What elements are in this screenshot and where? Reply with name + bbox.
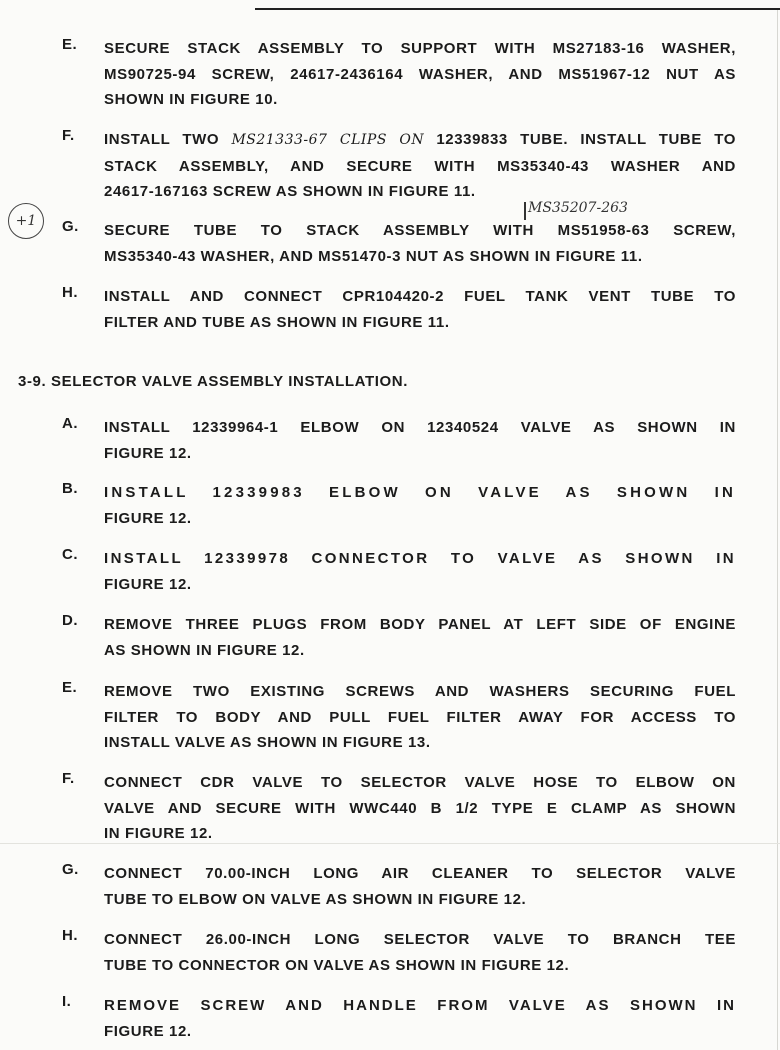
step-letter: H. [62, 284, 78, 301]
step-text [104, 480, 736, 531]
step-letter: F. [62, 127, 75, 144]
handwritten-insert: MS21333-67 CLIPS ON [231, 132, 425, 148]
step-text [104, 927, 736, 978]
step-line: FIGURE 12. [104, 575, 192, 593]
step-line: STACK ASSEMBLY, AND SECURE WITH MS35340-43 WASHER AND [104, 157, 736, 175]
step-text [104, 770, 736, 847]
section-heading [18, 373, 408, 390]
step-line: SHOWN IN FIGURE 10. [104, 91, 278, 108]
step-text [104, 415, 736, 466]
step-line: INSTALL 12339964-1 ELBOW ON 12340524 VALVE AS SHOWN IN [104, 419, 736, 436]
step-line: MS35340-43 WASHER, AND MS51470-3 NUT AS SHOWN IN FIGURE 11. [104, 247, 643, 265]
step-text [104, 218, 736, 269]
step-line: TUBE TO ELBOW ON VALVE AS SHOWN IN FIGURE 12. [104, 890, 527, 908]
step-line: INSTALL 12339978 CONNECTOR TO VALVE AS SHOWN IN [104, 550, 736, 567]
step-line: FIGURE 12. [104, 444, 192, 462]
revision-circle-mark: +1 [8, 203, 44, 239]
step-letter: G. [62, 861, 79, 878]
step-line: REMOVE TWO EXISTING SCREWS AND WASHERS SECURING FUEL [104, 683, 736, 700]
section-number: 3-9. [18, 373, 47, 390]
step-line: MS90725-94 SCREW, 24617-2436164 WASHER, AND MS51967-12 NUT AS [104, 65, 736, 83]
section-title: SELECTOR VALVE ASSEMBLY INSTALLATION. [51, 373, 408, 390]
step-line: INSTALL VALVE AS SHOWN IN FIGURE 13. [104, 734, 431, 751]
step-line-part: INSTALL TWO [104, 131, 220, 148]
handwritten-text: MS35207-263 [528, 200, 628, 216]
step-line: FIGURE 12. [104, 509, 192, 527]
step-line: VALVE AND SECURE WITH WWC440 B 1/2 TYPE E CLAMP AS SHOWN [104, 799, 736, 817]
step-line: REMOVE SCREW AND HANDLE FROM VALVE AS SHOWN IN [104, 997, 736, 1014]
step-line: IN FIGURE 12. [104, 825, 213, 842]
step-text [104, 127, 736, 205]
step-letter: A. [62, 415, 78, 432]
step-text [104, 861, 736, 912]
handwritten-part-number [528, 200, 628, 216]
step-letter: D. [62, 612, 78, 629]
top-rule [255, 8, 780, 10]
step-letter: G. [62, 218, 79, 235]
step-line: CONNECT CDR VALVE TO SELECTOR VALVE HOSE TO ELBOW ON [104, 774, 736, 791]
step-text [104, 993, 736, 1044]
step-text [104, 36, 736, 113]
step-text [104, 679, 736, 756]
step-line: SECURE STACK ASSEMBLY TO SUPPORT WITH MS27183-16 WASHER, [104, 40, 736, 57]
step-line: INSTALL AND CONNECT CPR104420-2 FUEL TANK VENT TUBE TO [104, 288, 736, 305]
step-letter: B. [62, 480, 78, 497]
step-text [104, 284, 736, 335]
step-line: CONNECT 70.00-INCH LONG AIR CLEANER TO SELECTOR VALVE [104, 865, 736, 882]
step-line: SECURE TUBE TO STACK ASSEMBLY WITH MS51958-63 SCREW, [104, 222, 736, 239]
step-text [104, 546, 736, 597]
step-line: AS SHOWN IN FIGURE 12. [104, 641, 305, 659]
step-line: CONNECT 26.00-INCH LONG SELECTOR VALVE TO BRANCH TEE [104, 931, 736, 948]
step-text [104, 612, 736, 663]
step-line: FILTER TO BODY AND PULL FUEL FILTER AWAY FOR ACCESS TO [104, 708, 736, 726]
page-edge [777, 10, 778, 1050]
step-line: REMOVE THREE PLUGS FROM BODY PANEL AT LEFT SIDE OF ENGINE [104, 616, 736, 633]
step-line: INSTALL 12339983 ELBOW ON VALVE AS SHOWN IN [104, 484, 736, 501]
step-line [104, 127, 736, 154]
step-letter: C. [62, 546, 78, 563]
step-letter: H. [62, 927, 78, 944]
step-line-part: 12339833 TUBE. INSTALL TUBE TO [436, 131, 736, 148]
step-line: 24617-167163 SCREW AS SHOWN IN FIGURE 11. [104, 183, 476, 200]
step-line: TUBE TO CONNECTOR ON VALVE AS SHOWN IN FIGURE 12. [104, 956, 570, 974]
step-letter: E. [62, 679, 78, 696]
step-letter: F. [62, 770, 75, 787]
step-letter: I. [62, 993, 72, 1010]
step-letter: E. [62, 36, 78, 53]
step-line: FIGURE 12. [104, 1022, 192, 1040]
step-line: FILTER AND TUBE AS SHOWN IN FIGURE 11. [104, 313, 450, 331]
